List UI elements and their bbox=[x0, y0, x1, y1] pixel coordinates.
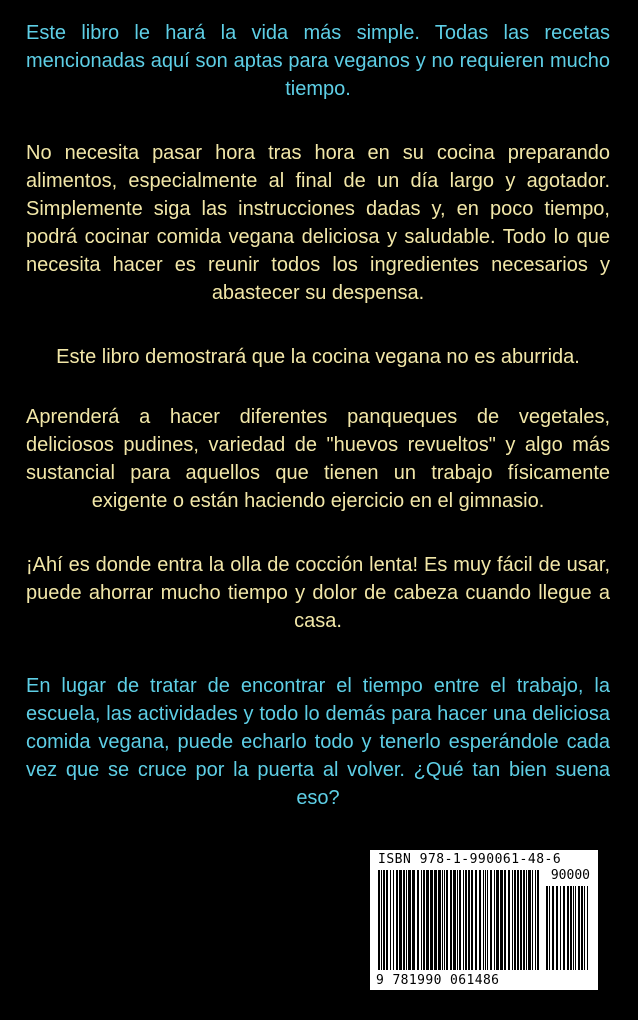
addon-bar bbox=[584, 886, 585, 970]
isbn-barcode bbox=[370, 850, 598, 990]
barcode-bar bbox=[393, 870, 394, 970]
barcode-bar bbox=[434, 870, 437, 970]
barcode-bar bbox=[408, 870, 411, 970]
addon-bar bbox=[581, 886, 583, 970]
addon-bar bbox=[546, 886, 548, 970]
barcode-bar bbox=[426, 870, 429, 970]
barcode-bar bbox=[528, 870, 531, 970]
addon-bar bbox=[556, 886, 558, 970]
barcode-bar bbox=[459, 870, 461, 970]
barcode-bar bbox=[483, 870, 484, 970]
barcode-bar bbox=[504, 870, 506, 970]
blurb-paragraph-5: ¡Ahí es donde entra la olla de cocción lenta! Es muy fácil de usar, puede ahorrar mucho tiempo y dolor de cabeza cuando llegue a casa. bbox=[26, 554, 610, 632]
barcode-bar bbox=[532, 870, 533, 970]
barcode-bar bbox=[396, 870, 398, 970]
barcode-bar bbox=[383, 870, 385, 970]
barcode-bar bbox=[523, 870, 525, 970]
barcode-bar bbox=[438, 870, 441, 970]
barcode-bar bbox=[526, 870, 527, 970]
barcode-bar bbox=[403, 870, 405, 970]
barcode-bar bbox=[517, 870, 519, 970]
addon-bar bbox=[552, 886, 554, 970]
barcode-bar bbox=[446, 870, 448, 970]
barcode-bar bbox=[453, 870, 456, 970]
barcode-bar bbox=[386, 870, 388, 970]
barcode-bar bbox=[463, 870, 464, 970]
barcode-bar bbox=[471, 870, 473, 970]
addon-bar bbox=[549, 886, 550, 970]
addon-bar bbox=[578, 886, 580, 970]
barcode-bar bbox=[508, 870, 510, 970]
blurb-paragraph-4: Aprenderá a hacer diferentes panqueques de vegetales, deliciosos pudines, variedad de "huevos revueltos" y algo más sustancial para aquellos que tienen un trabajo físicamente exigente o están haciendo ejercicio en el gimnasio. bbox=[26, 406, 610, 512]
addon-bar bbox=[560, 886, 561, 970]
addon-bar bbox=[563, 886, 565, 970]
barcode-bar bbox=[381, 870, 382, 970]
barcode-bar bbox=[421, 870, 422, 970]
addon-bar bbox=[587, 886, 588, 970]
barcode-bar bbox=[378, 870, 380, 970]
barcode-bar bbox=[514, 870, 516, 970]
barcode-bar bbox=[444, 870, 445, 970]
blurb-paragraph-6: En lugar de tratar de encontrar el tiempo entre el trabajo, la escuela, las actividades y todo lo demás para hacer una deliciosa comida vegana, puede echarlo todo y tenerlo esperándole cada vez que se cruce por la puerta al volver. ¿Qué tan bien suena eso? bbox=[26, 675, 610, 809]
barcode-bar bbox=[406, 870, 407, 970]
addon-bar bbox=[575, 886, 576, 970]
barcode-bar bbox=[412, 870, 415, 970]
barcode-bar bbox=[479, 870, 481, 970]
barcode-bar bbox=[399, 870, 402, 970]
barcode-bar bbox=[468, 870, 470, 970]
addon-bar bbox=[573, 886, 574, 970]
addon-bar bbox=[567, 886, 569, 970]
barcode-bar bbox=[442, 870, 443, 970]
isbn-label: ISBN 978-1-990061-48-6 bbox=[378, 852, 562, 867]
barcode-bar bbox=[423, 870, 425, 970]
price-code: 90000 bbox=[550, 868, 590, 883]
barcode-bar bbox=[475, 870, 477, 970]
barcode-bar bbox=[487, 870, 488, 970]
blurb-paragraph-1: Este libro le hará la vida más simple. Todas las recetas mencionadas aquí son aptas para veganos y no requieren mucho tiempo. bbox=[26, 22, 610, 100]
addon-bar bbox=[570, 886, 572, 970]
barcode-bar bbox=[465, 870, 467, 970]
barcode-bar bbox=[520, 870, 522, 970]
barcode-bar bbox=[494, 870, 495, 970]
barcode-bar bbox=[450, 870, 452, 970]
barcode-bar bbox=[390, 870, 391, 970]
barcode-bar bbox=[500, 870, 503, 970]
barcode-bar bbox=[537, 870, 539, 970]
barcode-bar bbox=[457, 870, 458, 970]
barcode-bar bbox=[496, 870, 499, 970]
barcode-bar bbox=[485, 870, 486, 970]
barcode-bar bbox=[535, 870, 536, 970]
ean-digits: 9 781990 061486 bbox=[376, 973, 500, 988]
blurb-paragraph-3: Este libro demostrará que la cocina vegana no es aburrida. bbox=[56, 346, 580, 368]
barcode-bar bbox=[417, 870, 419, 970]
barcode-bar bbox=[490, 870, 492, 970]
barcode-bar bbox=[430, 870, 433, 970]
blurb-paragraph-2: No necesita pasar hora tras hora en su cocina preparando alimentos, especialmente al final de un día largo y agotador. Simplemente siga las instrucciones dadas y, en poco tiempo, podrá cocinar comida vegana deliciosa y saludable. Todo lo que necesita hacer es reunir todos los ingredientes necesarios y abastecer su despensa. bbox=[26, 142, 610, 304]
barcode-bar bbox=[512, 870, 513, 970]
